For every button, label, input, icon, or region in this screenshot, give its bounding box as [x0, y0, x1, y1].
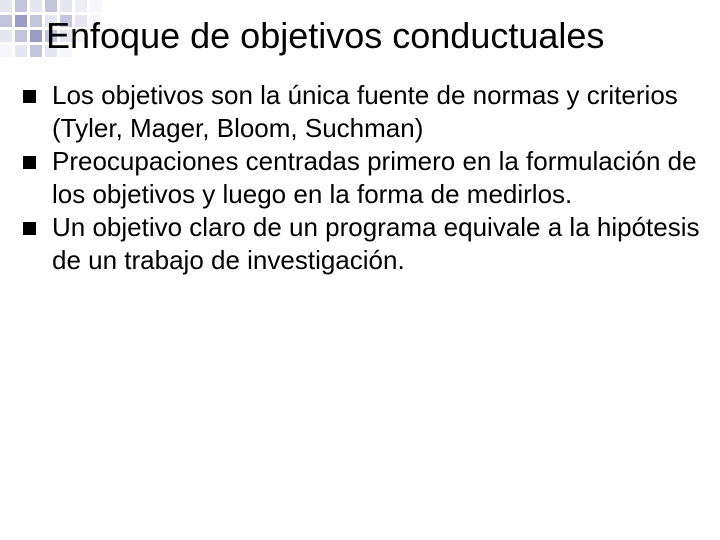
decor-square [15, 45, 27, 57]
decor-square [15, 0, 27, 12]
square-bullet-icon [23, 156, 36, 169]
decor-square [15, 30, 27, 42]
decor-square [15, 15, 27, 27]
decor-square [135, 0, 147, 12]
decor-square [120, 0, 132, 12]
square-bullet-icon [23, 222, 36, 235]
bullet-item [20, 145, 710, 211]
decor-square [30, 30, 42, 42]
decor-square [0, 30, 12, 42]
decor-square [45, 0, 57, 12]
decor-square [30, 45, 42, 57]
decor-square [105, 0, 117, 12]
decor-square [75, 0, 87, 12]
bullet-item [20, 79, 710, 145]
decor-square [30, 15, 42, 27]
decor-square [0, 15, 12, 27]
slide-title: Enfoque de objetivos conductuales [46, 15, 605, 56]
bullet-text: Los objetivos son la única fuente de normas y criterios (Tyler, Mager, Bloom, Suchman) [52, 80, 678, 143]
square-bullet-icon [23, 90, 36, 103]
decor-square [0, 45, 12, 57]
decor-square [60, 0, 72, 12]
decor-square [30, 0, 42, 12]
decor-square [90, 0, 102, 12]
bullet-item [20, 211, 710, 277]
bullet-text: Preocupaciones centradas primero en la formulación de los objetivos y luego en la forma de medirlos. [52, 146, 697, 209]
decor-square [0, 0, 12, 12]
bullet-text: Un objetivo claro de un programa equivale a la hipótesis de un trabajo de investigación. [52, 212, 700, 275]
bullet-list [20, 79, 710, 277]
